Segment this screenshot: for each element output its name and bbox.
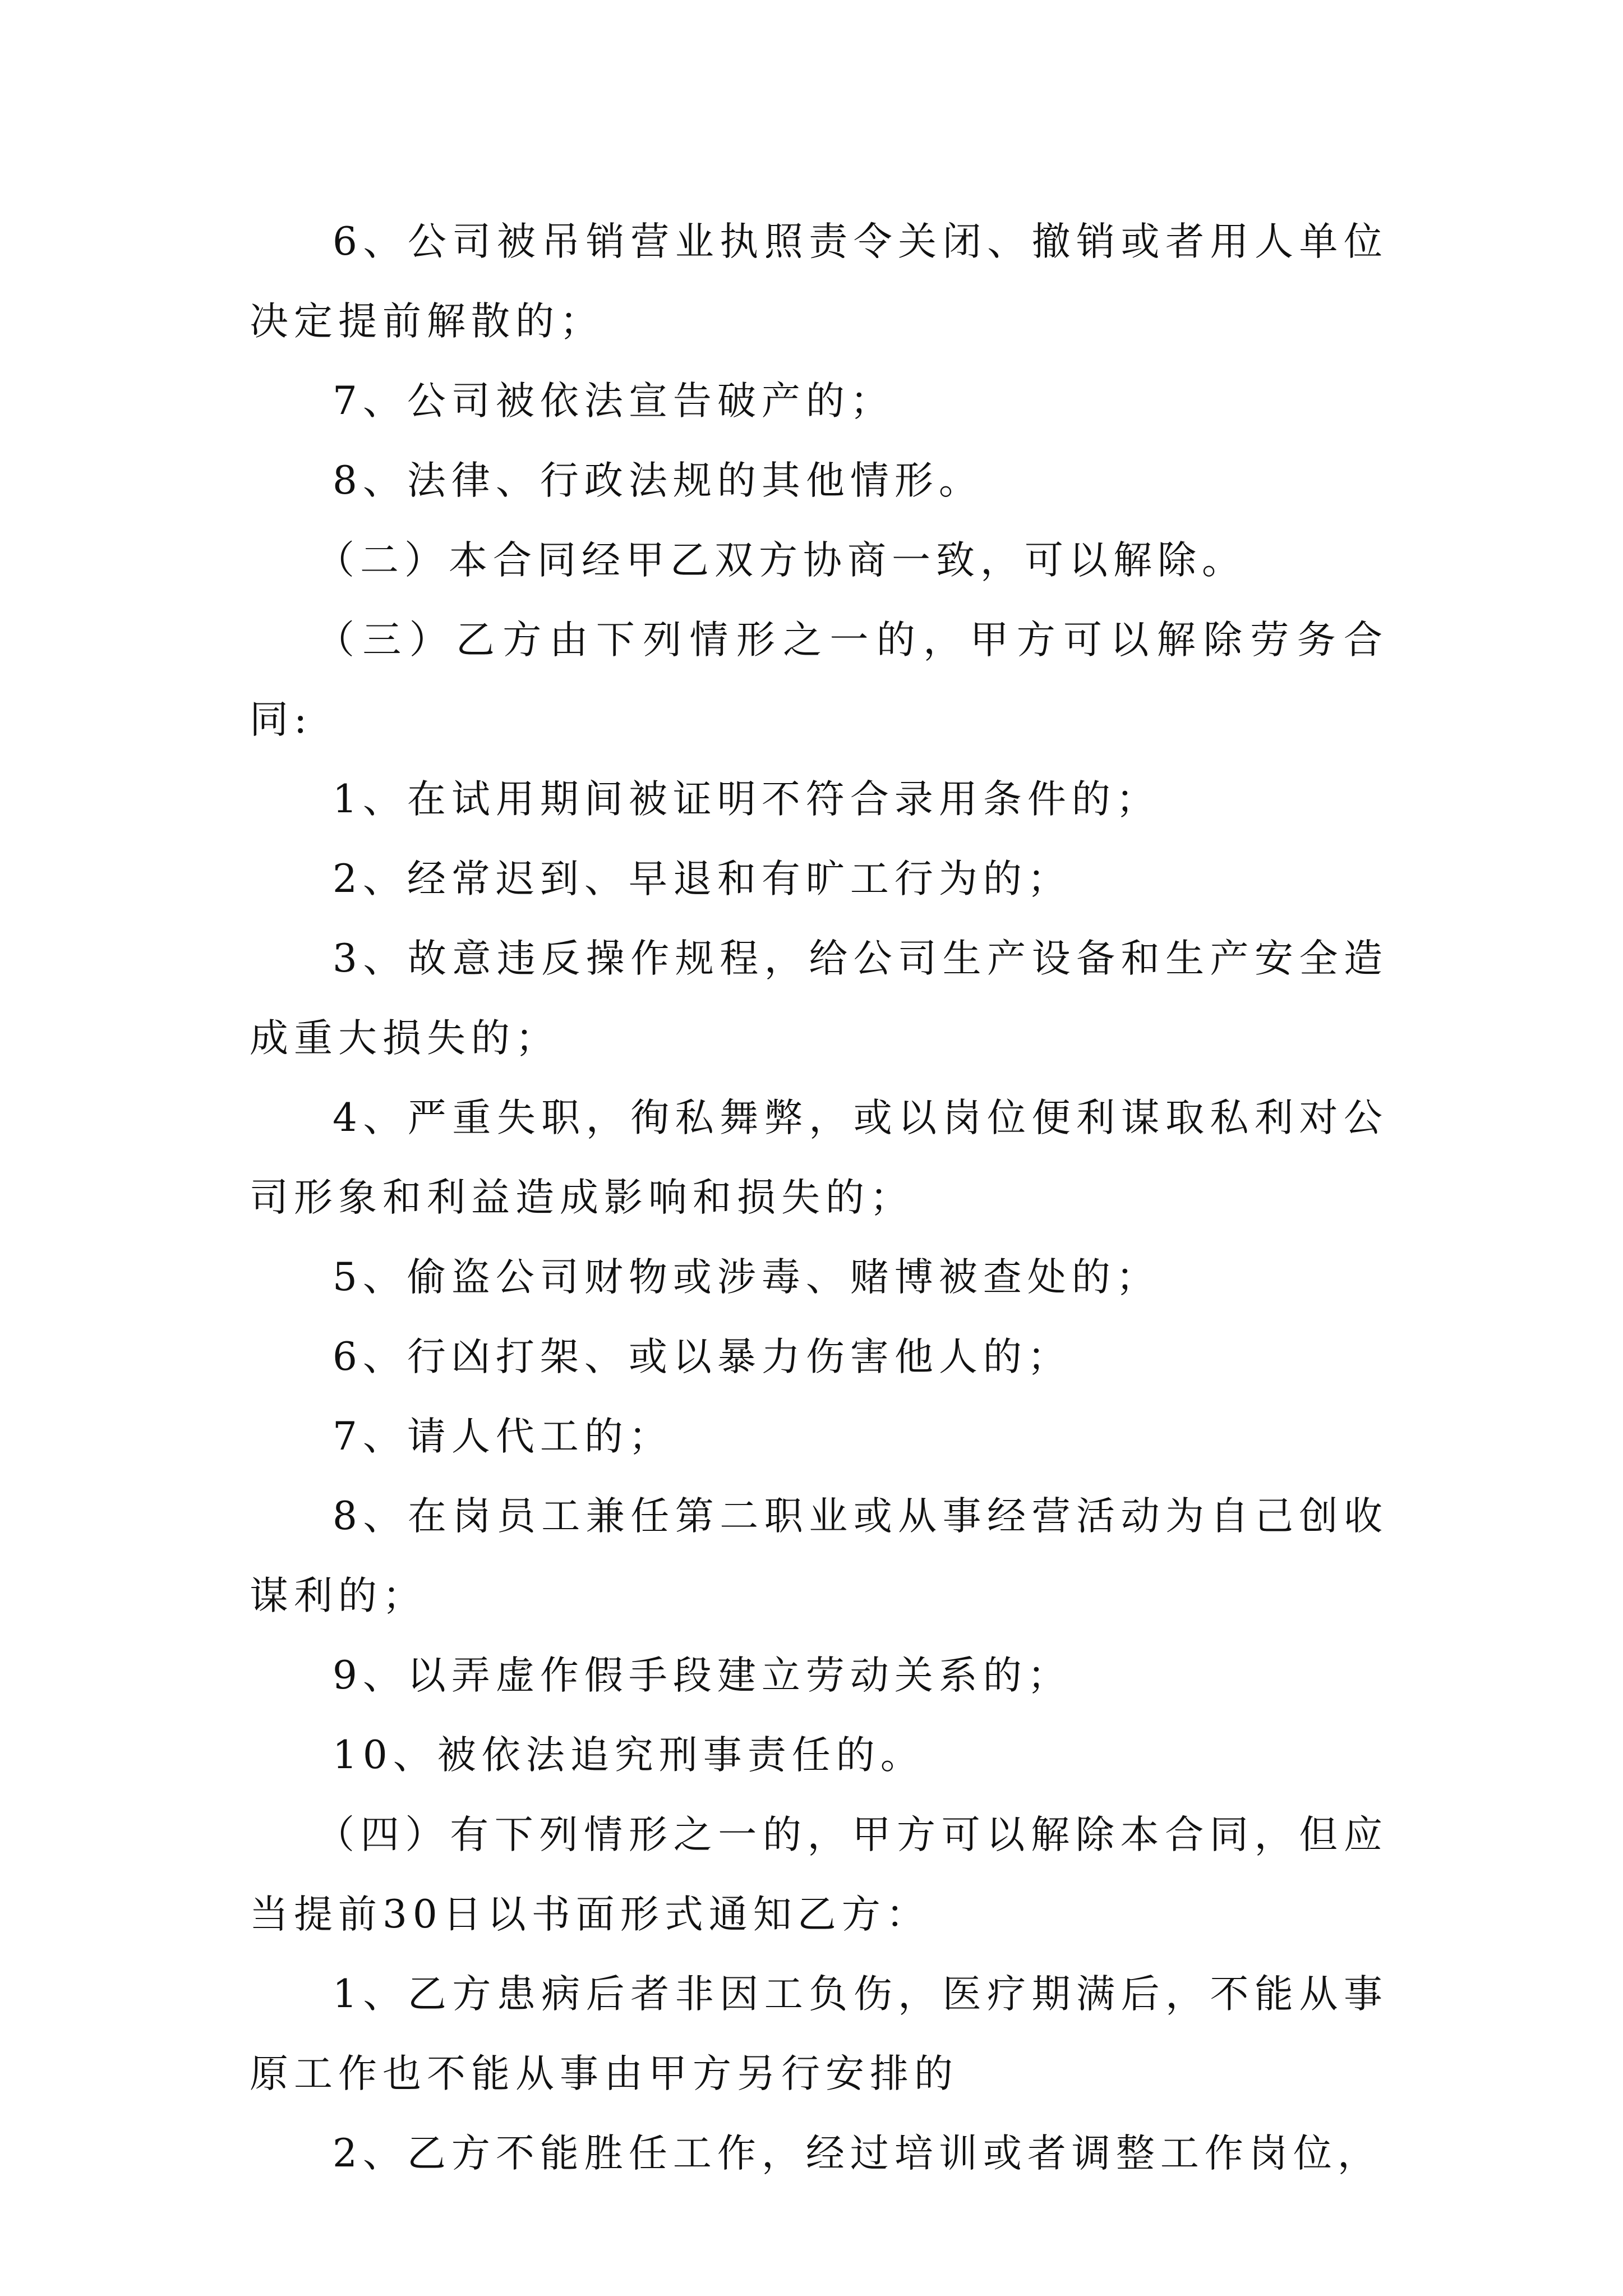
notice-1-illness: 1、乙方患病后者非因工负伤，医疗期满后，不能从事原工作也不能从事由甲方另行安排的	[250, 1972, 1388, 2096]
section-4-notice-termination: （四）有下列情形之一的，甲方可以解除本合同，但应当提前30日以书面形式通知乙方：	[250, 1812, 1388, 1937]
clause-8-other-circumstances: 8、法律、行政法规的其他情形。	[333, 458, 983, 503]
clause-6-revoked-license: 6、公司被吊销营业执照责令关闭、撤销或者用人单位决定提前解散的；	[250, 219, 1388, 344]
ground-1-probation: 1、在试用期间被证明不符合录用条件的；	[333, 777, 1160, 822]
ground-7-substitute-worker: 7、请人代工的；	[333, 1414, 673, 1459]
ground-4-negligence: 4、严重失职，徇私舞弊，或以岗位便利谋取私利对公司形象和利益造成影响和损失的；	[250, 1096, 1388, 1220]
ground-5-theft: 5、偷盗公司财物或涉毒、赌博被查处的；	[333, 1255, 1160, 1300]
ground-9-fraud: 9、以弄虚作假手段建立劳动关系的；	[333, 1653, 1072, 1698]
notice-2-incompetence: 2、乙方不能胜任工作，经过培训或者调整工作岗位，	[333, 2131, 1382, 2176]
section-2-mutual-termination: （二）本合同经甲乙双方协商一致，可以解除。	[316, 538, 1246, 583]
ground-6-violence: 6、行凶打架、或以暴力伤害他人的；	[333, 1335, 1072, 1379]
ground-3-rule-violation: 3、故意违反操作规程，给公司生产设备和生产安全造成重大损失的；	[250, 936, 1388, 1061]
ground-8-second-job: 8、在岗员工兼任第二职业或从事经营活动为自己创收谋利的；	[250, 1494, 1388, 1618]
ground-2-lateness: 2、经常迟到、早退和有旷工行为的；	[333, 857, 1072, 901]
clause-7-bankruptcy: 7、公司被依法宣告破产的；	[333, 379, 895, 424]
document-body	[250, 202, 1388, 2193]
ground-10-criminal-liability: 10、被依法追究刑事责任的。	[333, 1733, 925, 1778]
section-3-termination-grounds: （三）乙方由下列情形之一的，甲方可以解除劳务合同:	[250, 618, 1388, 742]
